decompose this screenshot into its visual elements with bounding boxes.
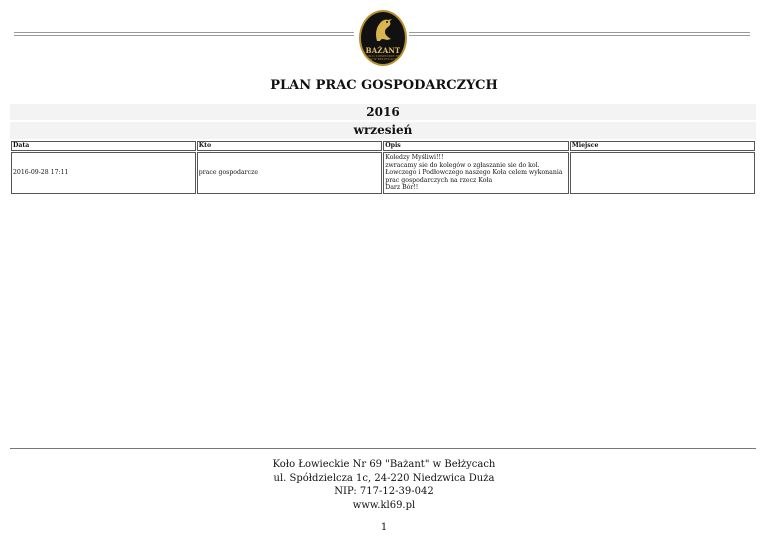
- description-line: Koledzy Myśliwi!!!: [385, 154, 444, 162]
- description-line: Łowczego i Podłowczego naszego Koła celem wykonania: [385, 169, 563, 177]
- column-header-opis: Opis: [383, 141, 569, 151]
- column-header-miejsce: Miejsce: [570, 141, 755, 151]
- logo-subtitle: KOŁO ŁOWIECKIE NR 69 W BEŁŻYCACH: [365, 54, 401, 61]
- year-heading: 2016: [10, 104, 756, 120]
- footer: [0, 458, 768, 512]
- footer-club-name: Koło Łowieckie Nr 69 "Bażant" w Bełżycach: [272, 459, 496, 470]
- header-rule-right: [409, 32, 750, 37]
- page-number: 1: [380, 522, 388, 533]
- description-line: prac gospodarczych na rzecz Koła: [385, 176, 493, 184]
- events-table: [10, 140, 756, 195]
- month-heading: wrzesień: [10, 122, 756, 139]
- cell-who: prace gospodarcze: [197, 152, 382, 194]
- cell-description: [383, 152, 569, 194]
- header-rule-left: [14, 32, 354, 37]
- cell-date: 2016-09-28 17:11: [11, 152, 196, 194]
- footer-nip: NIP: 717-12-39-042: [334, 486, 434, 497]
- description-line: zwracamy sie do kolegów o zgłaszanie sie do kol.: [385, 161, 540, 169]
- club-logo: [359, 10, 407, 66]
- description-line: Darz Bór!!: [385, 184, 419, 192]
- footer-website: www.kl69.pl: [352, 499, 416, 511]
- column-header-kto: Kto: [197, 141, 382, 151]
- table-header-row: [11, 141, 755, 151]
- pheasant-icon: [361, 12, 405, 46]
- cell-place: [570, 152, 755, 194]
- footer-address: ul. Spółdzielcza 1c, 24-220 Niedzwica Duża: [273, 472, 495, 484]
- page-title: PLAN PRAC GOSPODARCZYCH: [270, 78, 498, 93]
- footer-divider: [10, 448, 756, 449]
- table-row: [11, 152, 755, 194]
- column-header-data: Data: [11, 141, 196, 151]
- logo-name: BAŻANT: [365, 46, 401, 55]
